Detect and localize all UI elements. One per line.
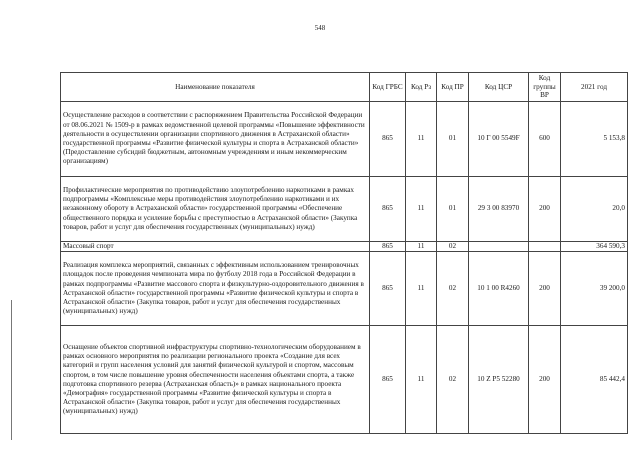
row-csr: 29 3 00 83970 xyxy=(469,177,529,242)
row-rz: 11 xyxy=(406,326,437,434)
row-rz: 11 xyxy=(406,252,437,326)
row-name: Осуществление расходов в соответствии с распоряжением Правительства Российской Федерации от 08.06.2021 № 1509-р в рамках ведомственной целевой программы «Повышение эффективности деятельности в осуществлении организации спортивного движения в Астраханской области» государственной программы «Развитие физической культуры и спорта в Астраханской области» (Предоставление субсидий бюджетным, автономным учреждениям и иным некоммерческим организациям) xyxy=(61,102,370,177)
row-name: Профилактические мероприятия по противодействию злоупотреблению наркотиками в рамках подпрограммы «Комплексные меры противодействия злоупотреблению наркотиками и их незаконному обороту в Астраханской области» государственной программы «Обеспечение общественного порядка и усиление борьбы с преступностью в Астраханской области» (Закупка товаров, работ и услуг для обеспечения государственных (муниципальных) нужд) xyxy=(61,177,370,242)
row-csr xyxy=(469,242,529,252)
row-pr: 01 xyxy=(437,102,469,177)
row-grbs: 865 xyxy=(370,326,406,434)
row-grbs: 865 xyxy=(370,177,406,242)
row-csr: 10 1 00 R4260 xyxy=(469,252,529,326)
row-amount: 20,0 xyxy=(561,177,628,242)
header-pr: Код ПР xyxy=(437,73,469,102)
row-vr xyxy=(529,242,561,252)
budget-table xyxy=(60,72,628,434)
row-vr: 600 xyxy=(529,102,561,177)
row-amount: 85 442,4 xyxy=(561,326,628,434)
row-vr: 200 xyxy=(529,177,561,242)
row-rz: 11 xyxy=(406,177,437,242)
row-pr: 01 xyxy=(437,177,469,242)
row-pr: 02 xyxy=(437,242,469,252)
row-grbs: 865 xyxy=(370,252,406,326)
row-pr: 02 xyxy=(437,252,469,326)
row-pr: 02 xyxy=(437,326,469,434)
table-row xyxy=(61,326,628,434)
row-rz: 11 xyxy=(406,242,437,252)
header-grbs: Код ГРБС xyxy=(370,73,406,102)
row-vr: 200 xyxy=(529,252,561,326)
header-rz: Код Рз xyxy=(406,73,437,102)
row-grbs: 865 xyxy=(370,242,406,252)
row-csr: 10 Z P5 52280 xyxy=(469,326,529,434)
row-amount: 364 590,3 xyxy=(561,242,628,252)
header-name: Наименование показателя xyxy=(61,73,370,102)
row-name: Реализация комплекса мероприятий, связанных с эффективным использованием тренировочных площадок после проведения чемпионата мира по футболу 2018 года в Российской Федерации в рамках подпрограммы «Развитие массового спорта и физкультурно-оздоровительного движения в Астраханской области» государственной программы «Развитие физической культуры и спорта в Астраханской области» (Закупка товаров, работ и услуг для обеспечения государственных (муниципальных) нужд) xyxy=(61,252,370,326)
header-year: 2021 год xyxy=(561,73,628,102)
row-rz: 11 xyxy=(406,102,437,177)
row-csr: 10 Г 00 5549F xyxy=(469,102,529,177)
page-number: 548 xyxy=(314,24,326,32)
table-header-row xyxy=(61,73,628,102)
row-name: Массовый спорт xyxy=(61,242,370,252)
row-name: Оснащение объектов спортивной инфраструктуры спортивно-технологическим оборудованием в рамках основного мероприятия по реализации регионального проекта «Создание для всех категорий и групп населения условий для занятий физической культурой и спортом, массовым спортом, в том числе повышение уровня обеспеченности населения объектами спорта, а также подготовка спортивного резерва (Астраханская область)» в рамках национального проекта «Демография» государственной программы «Развитие физической культуры и спорта в Астраханской области» (Закупка товаров, работ и услуг для обеспечения государственных (муниципальных) нужд) xyxy=(61,326,370,434)
row-grbs: 865 xyxy=(370,102,406,177)
row-amount: 5 153,8 xyxy=(561,102,628,177)
header-vr: Код группы ВР xyxy=(529,73,561,102)
table-row xyxy=(61,252,628,326)
row-amount: 39 200,0 xyxy=(561,252,628,326)
table-row xyxy=(61,242,628,252)
table-row xyxy=(61,102,628,177)
margin-line xyxy=(11,300,12,440)
header-csr: Код ЦСР xyxy=(469,73,529,102)
table-row xyxy=(61,177,628,242)
row-vr: 200 xyxy=(529,326,561,434)
